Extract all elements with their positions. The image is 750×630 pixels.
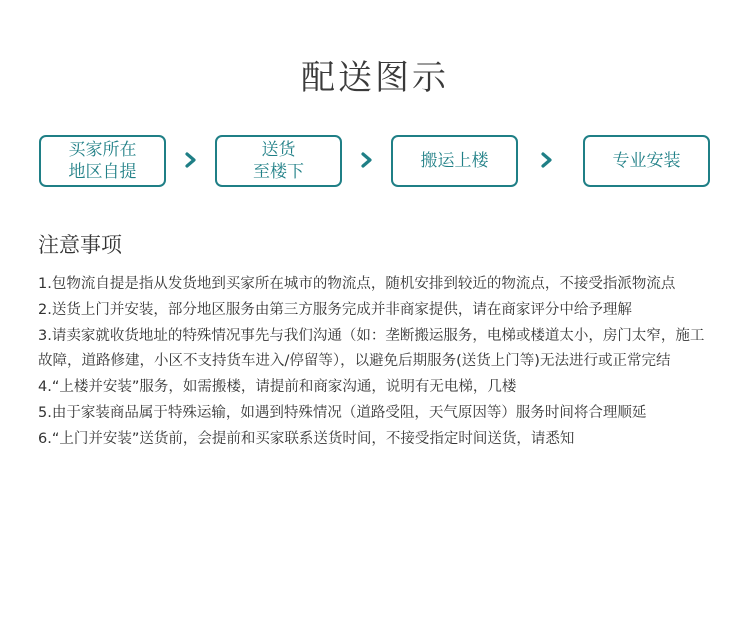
notes-list xyxy=(38,272,718,453)
flow-step-label: 专业安装 xyxy=(612,151,681,171)
chevron-right-icon xyxy=(539,152,555,168)
note-item: 4.“上楼并安装”服务，如需搬楼，请提前和商家沟通，说明有无电梯，几楼 xyxy=(38,379,517,396)
flow-step-delivery-downstairs xyxy=(215,135,342,187)
flow-step-label-line2: 至楼下 xyxy=(253,162,304,182)
flow-step-label: 搬运上楼 xyxy=(420,151,489,171)
notes-heading: 注意事项 xyxy=(38,233,122,257)
delivery-flow xyxy=(0,0,750,200)
flow-step-label-line1: 送货 xyxy=(261,140,296,160)
note-item: 3.请卖家就收货地址的特殊情况事先与我们沟通（如：垄断搬运服务，电梯或楼道太小，房门太窄，施工故障，道路修建，小区不支持货车进入/停留等），以避免后期服务(送货上门等)无法进行或正常完结 xyxy=(38,327,705,370)
note-item: 5.由于家装商品属于特殊运输，如遇到特殊情况（道路受阻，天气原因等）服务时间将合理顺延 xyxy=(38,404,647,421)
flow-step-carry-upstairs xyxy=(391,135,518,187)
page-title: 配送图示 xyxy=(301,58,449,98)
chevron-right-icon xyxy=(183,152,199,168)
note-item: 2.送货上门并安装，部分地区服务由第三方服务完成并非商家提供，请在商家评分中给予理解 xyxy=(38,301,632,318)
note-item: 1.包物流自提是指从发货地到买家所在城市的物流点，随机安排到较近的物流点，不接受指派物流点 xyxy=(38,276,676,292)
flow-step-self-pickup xyxy=(39,135,166,187)
flow-step-installation xyxy=(583,135,710,187)
note-item: 6.“上门并安装”送货前，会提前和买家联系送货时间，不接受指定时间送货，请悉知 xyxy=(38,430,575,447)
flow-step-label-line2: 地区自提 xyxy=(68,162,137,182)
chevron-right-icon xyxy=(359,152,375,168)
flow-step-label-line1: 买家所在 xyxy=(68,140,137,160)
